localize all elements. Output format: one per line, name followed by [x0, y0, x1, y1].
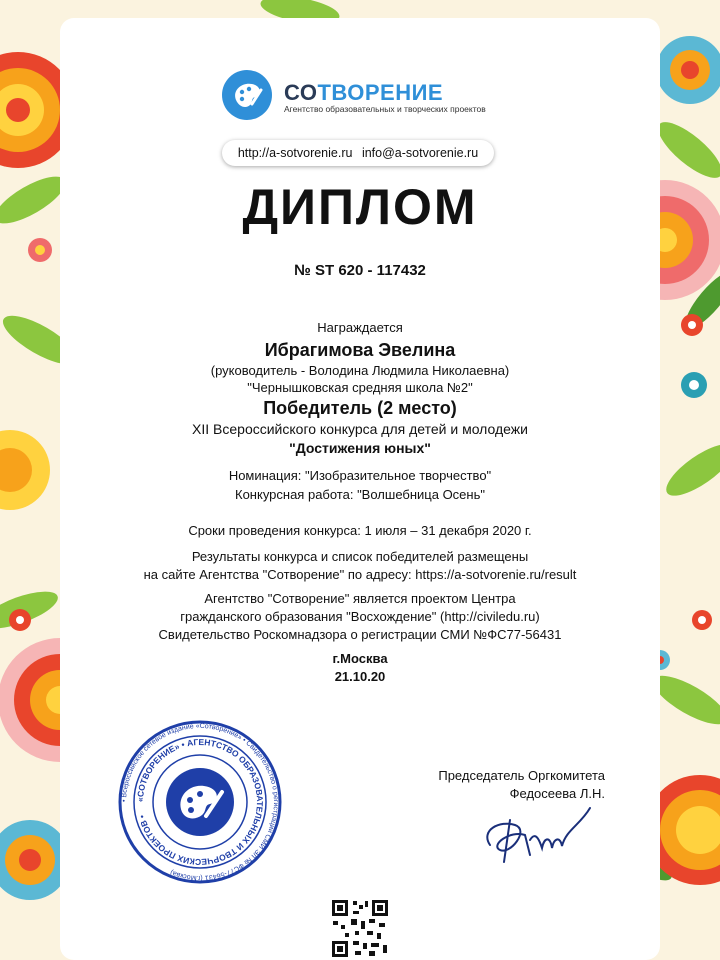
signature-role: Председатель Оргкомитета — [438, 768, 605, 783]
site-link[interactable]: http://a-sotvorenie.ru — [237, 146, 353, 160]
school: "Чернышковская средняя школа №2" — [247, 380, 473, 395]
agency-line-3: Свидетельство Роскомнадзора о регистрации СМИ №ФС77-56431 — [158, 627, 562, 642]
contest-name: "Достижения юных" — [289, 440, 431, 456]
results-line-1: Результаты конкурса и список победителей размещены — [191, 549, 529, 564]
contest-work: Конкурсная работа: "Волшебница Осень" — [235, 487, 485, 502]
seal-outer-text: • Всероссийское сетевое издание «Сотворение» • Свидетельство о регистрации СМИ ЭЛ № ФС77-56431 (г.Москва) — [120, 722, 280, 882]
agency-line-1: Агентство "Сотворение" является проектом Центра — [204, 591, 516, 606]
contacts-pill — [222, 140, 494, 166]
contest-line-1: XII Всероссийского конкурса для детей и молодежи — [192, 421, 528, 437]
supervisor: (руководитель - Володина Людмила Николаевна) — [210, 363, 510, 378]
signature-name: Федосеева Л.Н. — [509, 786, 605, 801]
qr-code[interactable] — [329, 897, 391, 960]
handwritten-signature — [470, 800, 610, 870]
city: г.Москва — [332, 651, 388, 666]
palette-logo-icon — [222, 70, 272, 120]
email-link[interactable]: info@a-sotvorenie.ru — [361, 146, 479, 160]
awarded-label: Награждается — [317, 320, 403, 335]
seal-inner-text: «СОТВОРЕНИЕ» • АГЕНТСТВО ОБРАЗОВАТЕЛЬНЫХ И ТВОРЧЕСКИХ ПРОЕКТОВ • — [134, 736, 266, 868]
nomination: Номинация: "Изобразительное творчество" — [228, 468, 492, 483]
brand-name: СОТВОРЕНИЕ — [284, 80, 444, 105]
results-line-2: на сайте Агентства "Сотворение" по адресу: https://a-sotvorenie.ru/result — [143, 567, 577, 582]
recipient-name: Ибрагимова Эвелина — [264, 340, 456, 360]
agency-seal-stamp — [118, 720, 282, 884]
brand-subtitle: Агентство образовательных и творческих проектов — [284, 104, 486, 114]
diploma-number: № ST 620 - 117432 — [294, 262, 426, 279]
issue-date: 21.10.20 — [334, 669, 386, 684]
agency-line-2: гражданского образования "Восхождение" (http://civiledu.ru) — [180, 609, 540, 624]
diploma-title: ДИПЛОМ — [242, 179, 478, 235]
place: Победитель (2 место) — [263, 398, 457, 418]
contest-dates: Сроки проведения конкурса: 1 июля – 31 декабря 2020 г. — [188, 523, 532, 538]
